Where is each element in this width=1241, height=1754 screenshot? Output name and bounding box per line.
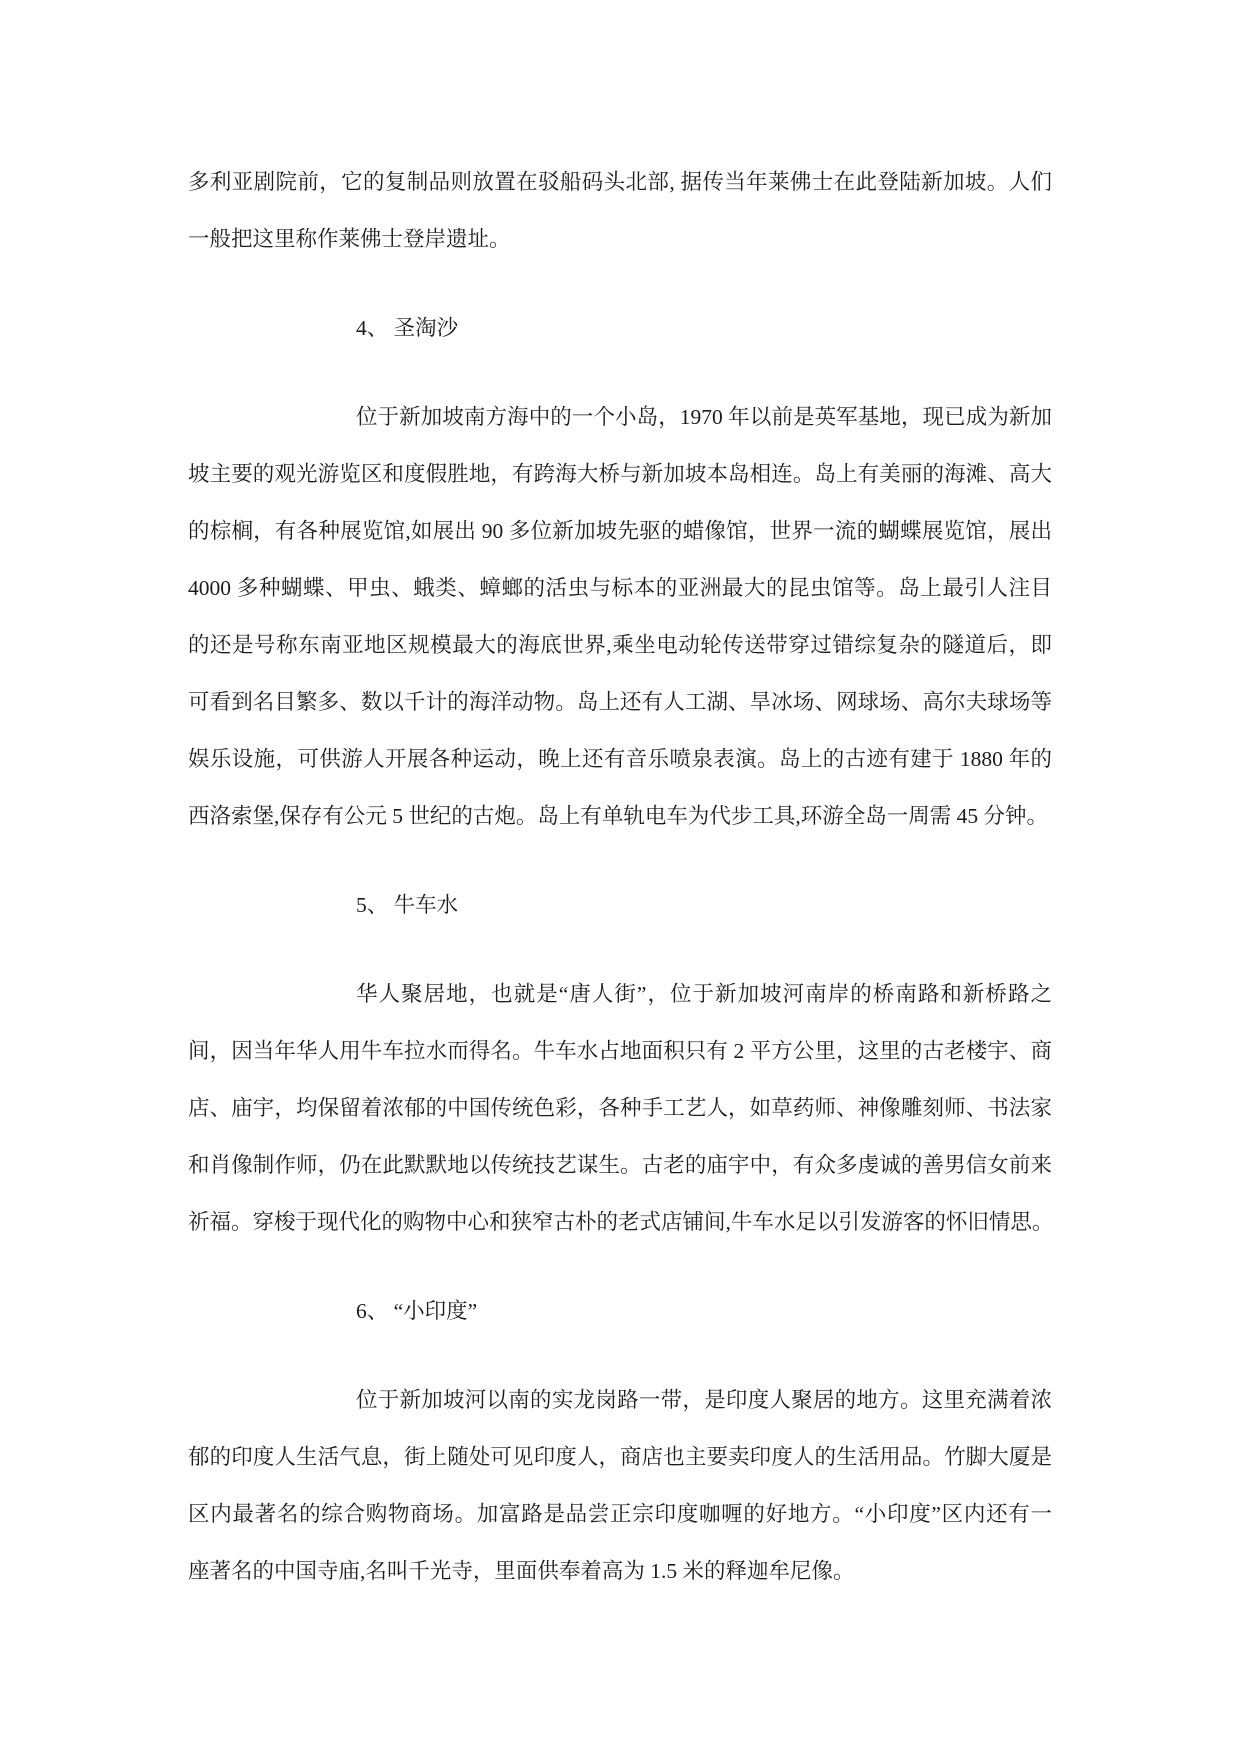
document-body <box>188 154 1052 1600</box>
body-line: 和肖像制作师，仍在此默默地以传统技艺谋生。古老的庙宇中，有众多虔诚的善男信女前来 <box>188 1153 1052 1177</box>
body-line: 多利亚剧院前，它的复制品则放置在驳船码头北部, 据传当年莱佛士在此登陆新加坡。人们 <box>188 170 1052 194</box>
heading-chinatown: 5、 牛车水 <box>356 893 459 917</box>
body-line: 位于新加坡河以南的实龙岗路一带，是印度人聚居的地方。这里充满着浓 <box>356 1388 1052 1412</box>
body-line: 一般把这里称作莱佛士登岸遗址。 <box>188 227 511 251</box>
body-line: 可看到名目繁多、数以千计的海洋动物。岛上还有人工湖、旱冰场、网球场、高尔夫球场等 <box>188 690 1052 714</box>
paragraph-chinatown <box>188 966 1052 1251</box>
paragraph-little-india <box>188 1372 1052 1600</box>
heading-sentosa: 4、 圣淘沙 <box>356 316 459 340</box>
body-line: 郁的印度人生活气息，街上随处可见印度人，商店也主要卖印度人的生活用品。竹脚大厦是 <box>188 1445 1052 1469</box>
body-line: 区内最著名的综合购物商场。加富路是品尝正宗印度咖喱的好地方。“小印度”区内还有一 <box>188 1502 1052 1526</box>
body-line: 娱乐设施，可供游人开展各种运动，晚上还有音乐喷泉表演。岛上的古迹有建于 1880 年的 <box>188 747 1052 771</box>
body-line: 位于新加坡南方海中的一个小岛，1970 年以前是英军基地，现已成为新加 <box>356 405 1052 429</box>
body-line: 4000 多种蝴蝶、甲虫、蛾类、蟑螂的活虫与标本的亚洲最大的昆虫馆等。岛上最引人注目 <box>188 576 1052 600</box>
body-line: 的棕榈，有各种展览馆,如展出 90 多位新加坡先驱的蜡像馆，世界一流的蝴蝶展览馆，展出 <box>188 519 1052 543</box>
body-line: 西洛索堡,保存有公元 5 世纪的古炮。岛上有单轨电车为代步工具,环游全岛一周需 45 分钟。 <box>188 804 1049 828</box>
body-line: 的还是号称东南亚地区规模最大的海底世界,乘坐电动轮传送带穿过错综复杂的隧道后，即 <box>188 633 1052 657</box>
paragraph-sentosa <box>188 389 1052 845</box>
heading-little-india: 6、 “小印度” <box>356 1299 478 1323</box>
paragraph-raffles-continued <box>188 154 1052 268</box>
body-line: 华人聚居地，也就是“唐人街”，位于新加坡河南岸的桥南路和新桥路之 <box>356 982 1052 1006</box>
body-line: 座著名的中国寺庙,名叫千光寺，里面供奉着高为 1.5 米的释迦牟尼像。 <box>188 1559 855 1583</box>
body-line: 祈福。穿梭于现代化的购物中心和狭窄古朴的老式店铺间,牛车水足以引发游客的怀旧情思。 <box>188 1210 1054 1234</box>
body-line: 坡主要的观光游览区和度假胜地，有跨海大桥与新加坡本岛相连。岛上有美丽的海滩、高大 <box>188 462 1052 486</box>
body-line: 间，因当年华人用牛车拉水而得名。牛车水占地面积只有 2 平方公里，这里的古老楼宇、商 <box>188 1039 1052 1063</box>
body-line: 店、庙宇，均保留着浓郁的中国传统色彩，各种手工艺人，如草药师、神像雕刻师、书法家 <box>188 1096 1052 1120</box>
